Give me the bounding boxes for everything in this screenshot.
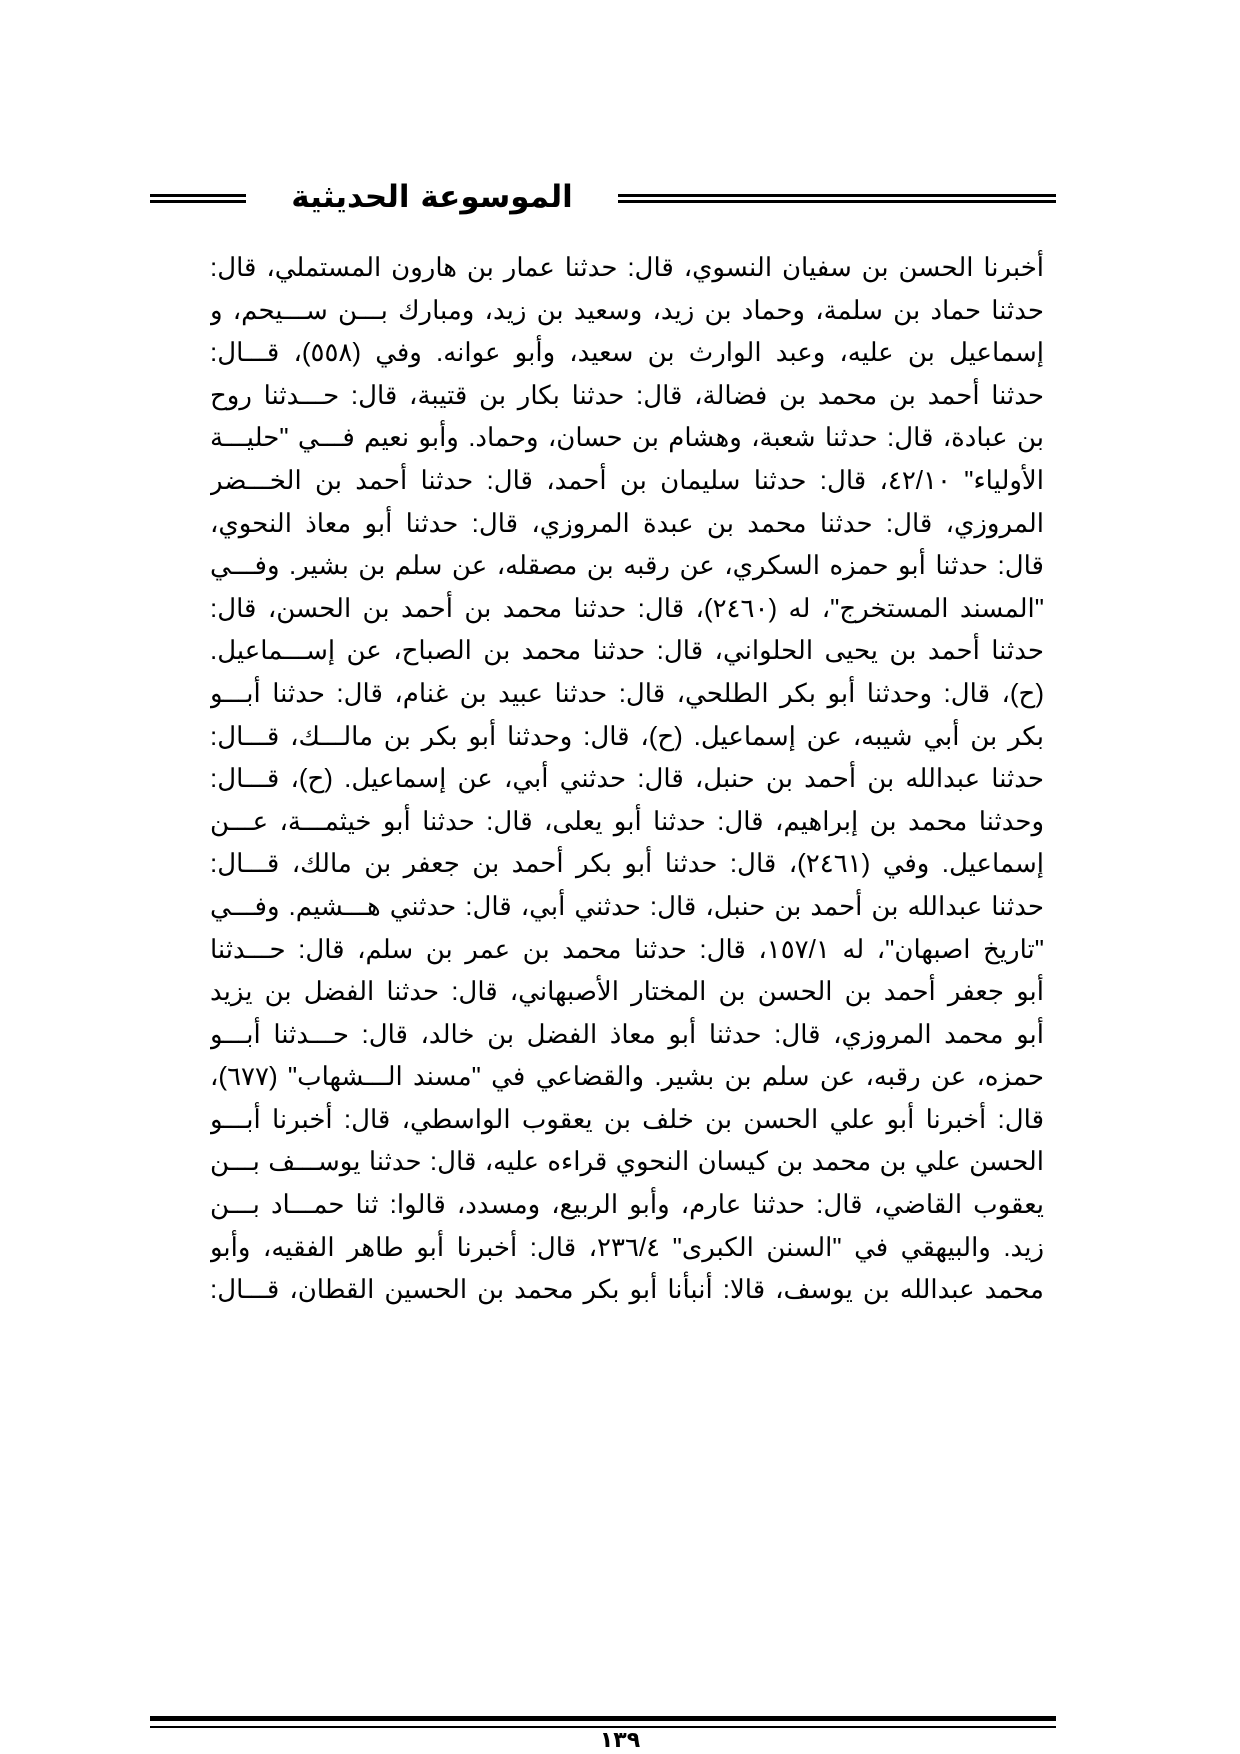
text-line-25: محمد عبدالله بن يوسف، قالا: أنبأنا أبو بكر محمد بن الحسين القطان، قـــال: <box>210 1274 1044 1305</box>
running-header <box>150 172 1056 222</box>
body-text <box>210 246 1044 1311</box>
text-line-7: المروزي، قال: حدثنا محمد بن عبدة المروزي، قال: حدثنا أبو معاذ النحوي، <box>210 507 1044 538</box>
text-line-1: أخبرنا الحسن بن سفيان النسوي، قال: حدثنا عمار بن هارون المستملي، قال: <box>210 252 1044 282</box>
running-header-title: الموسوعة الحديثية <box>291 179 573 215</box>
text-line-15: إسماعيل. وفي (٢٤٦١)، قال: حدثنا أبو بكر أحمد بن جعفر بن مالك، قـــال: <box>210 848 1044 879</box>
text-line-12: بكر بن أبي شيبه، عن إسماعيل. (ح)، قال: وحدثنا أبو بكر بن مالـــك، قـــال: <box>210 720 1044 751</box>
text-line-18: أبو جعفر أحمد بن الحسن بن المختار الأصبهاني، قال: حدثنا الفضل بن يزيد <box>210 976 1044 1007</box>
header-rule-left <box>150 194 246 203</box>
header-rule-right <box>618 194 1056 203</box>
text-line-14: وحدثنا محمد بن إبراهيم، قال: حدثنا أبو يعلى، قال: حدثنا أبو خيثمـــة، عـــن <box>210 805 1044 836</box>
text-line-22: الحسن علي بن محمد بن كيسان النحوي قراءه عليه، قال: حدثنا يوســـف بـــن <box>210 1146 1044 1177</box>
text-line-9: "المسند المستخرج"، له (٢٤٦٠)، قال: حدثنا محمد بن أحمد بن الحسن، قال: <box>210 592 1044 623</box>
text-line-6: الأولياء" ٤٢/١٠، قال: حدثنا سليمان بن أحمد، قال: حدثنا أحمد بن الخـــضر <box>210 464 1044 495</box>
text-line-19: أبو محمد المروزي، قال: حدثنا أبو معاذ الفضل بن خالد، قال: حـــدثنا أبـــو <box>210 1018 1044 1049</box>
text-line-8: قال: حدثنا أبو حمزه السكري، عن رقبه بن مصقله، عن سلم بن بشير. وفـــي <box>210 550 1044 581</box>
text-line-13: حدثنا عبدالله بن أحمد بن حنبل، قال: حدثني أبي، عن إسماعيل. (ح)، قـــال: <box>210 763 1044 794</box>
text-line-4: حدثنا أحمد بن محمد بن فضالة، قال: حدثنا بكار بن قتيبة، قال: حـــدثنا روح <box>210 379 1044 410</box>
text-line-21: قال: أخبرنا أبو علي الحسن بن خلف بن يعقوب الواسطي، قال: أخبرنا أبـــو <box>210 1103 1044 1134</box>
text-line-11: (ح)، قال: وحدثنا أبو بكر الطلحي، قال: حدثنا عبيد بن غنام، قال: حدثنا أبـــو <box>210 677 1044 708</box>
text-line-10: حدثنا أحمد بن يحيى الحلواني، قال: حدثنا محمد بن الصباح، عن إســـماعيل. <box>210 635 1044 666</box>
page-number: ١٣٩ <box>599 1728 641 1753</box>
text-line-5: بن عبادة، قال: حدثنا شعبة، وهشام بن حسان، وحماد. وأبو نعيم فـــي "حليـــة <box>210 422 1044 453</box>
text-line-17: "تاريخ اصبهان"، له ١٥٧/١، قال: حدثنا محمد بن عمر بن سلم، قال: حـــدثنا <box>210 933 1044 964</box>
text-line-16: حدثنا عبدالله بن أحمد بن حنبل، قال: حدثني أبي، قال: حدثني هـــشيم. وفـــي <box>210 890 1044 921</box>
text-line-23: يعقوب القاضي، قال: حدثنا عارم، وأبو الربيع، ومسدد، قالوا: ثنا حمـــاد بـــن <box>210 1189 1044 1220</box>
text-line-2: حدثنا حماد بن سلمة، وحماد بن زيد، وسعيد بن زيد، ومبارك بـــن ســـيحم، و <box>210 294 1044 325</box>
text-line-20: حمزه، عن رقبه، عن سلم بن بشير. والقضاعي في "مسند الـــشهاب" (٦٧٧)، <box>210 1061 1044 1092</box>
text-line-3: إسماعيل بن عليه، وعبد الوارث بن سعيد، وأبو عوانه. وفي (٥٥٨)، قـــال: <box>210 337 1044 368</box>
text-line-24: زيد. والبيهقي في "السنن الكبرى" ٢٣٦/٤، قال: أخبرنا أبو طاهر الفقيه، وأبو <box>210 1231 1044 1262</box>
